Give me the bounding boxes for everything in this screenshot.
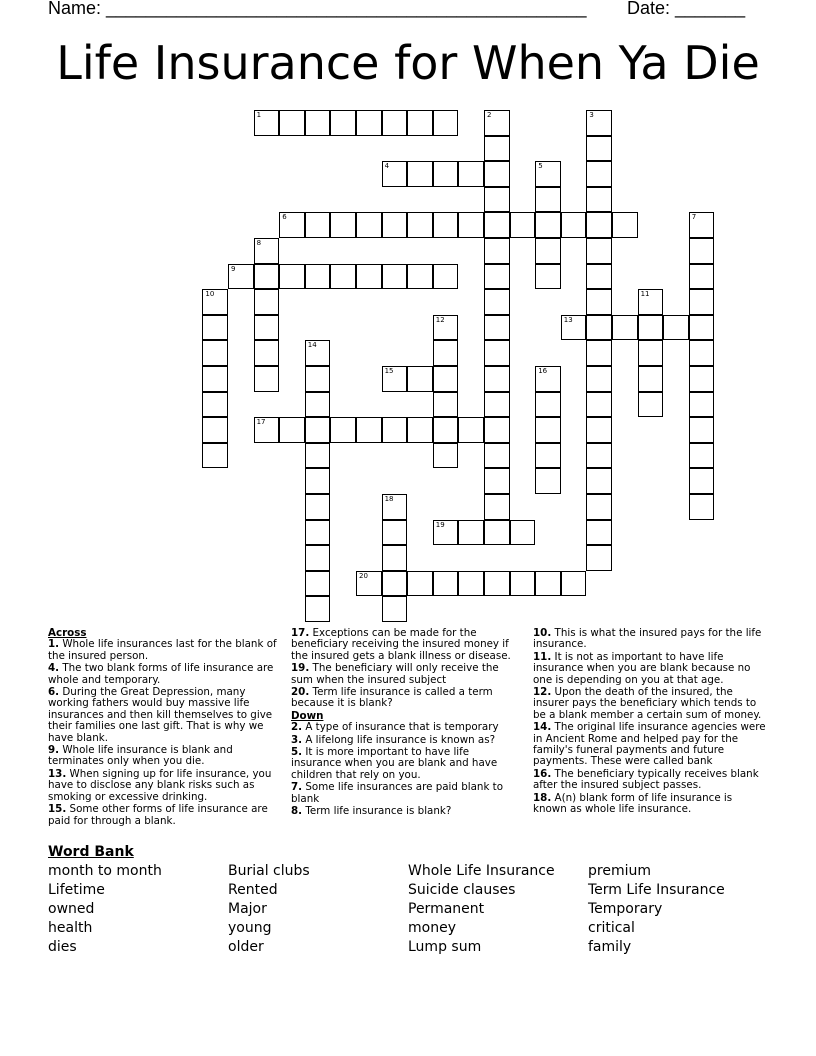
grid-cell[interactable] — [586, 520, 612, 546]
word-bank-item: Lifetime — [48, 882, 105, 898]
grid-cell[interactable] — [279, 110, 305, 136]
word-bank-item: Term Life Insurance — [588, 882, 725, 898]
grid-cell[interactable] — [305, 443, 331, 469]
clue-number-15: 15 — [384, 367, 394, 375]
grid-cell[interactable] — [586, 366, 612, 392]
word-bank-item: month to month — [48, 863, 162, 879]
grid-cell[interactable] — [586, 468, 612, 494]
grid-cell[interactable] — [484, 494, 510, 520]
grid-cell[interactable] — [510, 212, 536, 238]
grid-cell[interactable] — [382, 417, 408, 443]
grid-cell[interactable] — [305, 494, 331, 520]
grid-cell[interactable] — [407, 212, 433, 238]
clue-across-19: 19. The beneficiary will only receive the sum when the insured subject — [291, 662, 499, 686]
grid-cell[interactable] — [433, 571, 459, 597]
grid-cell[interactable] — [535, 443, 561, 469]
grid-cell[interactable] — [356, 417, 382, 443]
grid-cell[interactable] — [689, 340, 715, 366]
grid-cell[interactable] — [484, 520, 510, 546]
word-bank-item: money — [408, 920, 456, 936]
grid-cell[interactable] — [330, 264, 356, 290]
grid-cell[interactable] — [689, 392, 715, 418]
clue-across-17: 17. Exceptions can be made for the beneficiary receiving the insured money if the insured gets a blank illness or disease. — [291, 627, 511, 662]
grid-cell[interactable] — [638, 315, 664, 341]
grid-cell[interactable] — [612, 315, 638, 341]
clue-number-11: 11 — [640, 290, 650, 299]
word-bank-item: critical — [588, 920, 635, 936]
grid-cell[interactable] — [305, 110, 331, 136]
clue-number-18: 18 — [384, 495, 394, 503]
grid-cell[interactable] — [535, 264, 561, 290]
grid-cell[interactable] — [586, 212, 612, 238]
grid-cell[interactable] — [433, 212, 459, 238]
grid-cell[interactable] — [433, 366, 459, 392]
clue-across-6: 6. During the Great Depression, many working fathers would buy massive life insurances and then kill themselves to give their families one last gift. That is why we have blank. — [48, 686, 273, 744]
grid-cell[interactable] — [305, 520, 331, 546]
word-bank-item: Lump sum — [408, 939, 482, 955]
clue-down-14: 14. The original life insurance agencies were in Ancient Rome and helped pay for the family's funeral payments and future payments. These were called bank — [533, 721, 766, 768]
grid-cell[interactable] — [330, 417, 356, 443]
grid-cell[interactable] — [586, 238, 612, 264]
grid-cell[interactable] — [254, 366, 280, 392]
clue-number-12: 12 — [435, 315, 445, 324]
down-heading: Down — [291, 709, 324, 722]
grid-cell[interactable] — [689, 417, 715, 443]
grid-cell[interactable] — [382, 520, 408, 546]
grid-cell[interactable] — [586, 494, 612, 520]
grid-cell[interactable] — [202, 392, 228, 418]
clue-down-10: 10. This is what the insured pays for the life insurance. — [533, 627, 762, 651]
clue-number-8: 8 — [256, 239, 262, 247]
grid-cell[interactable] — [458, 571, 484, 597]
grid-cell[interactable] — [484, 468, 510, 494]
word-bank-item: premium — [588, 863, 651, 879]
grid-cell[interactable] — [535, 571, 561, 597]
grid-cell[interactable] — [689, 468, 715, 494]
page-title: Life Insurance for When Ya Die — [56, 36, 760, 90]
grid-cell[interactable] — [510, 571, 536, 597]
clue-across-15: 15. Some other forms of life insurance are paid for through a blank. — [48, 803, 268, 827]
grid-cell[interactable] — [433, 340, 459, 366]
grid-cell[interactable] — [484, 340, 510, 366]
grid-cell[interactable] — [612, 212, 638, 238]
grid-cell[interactable] — [202, 340, 228, 366]
grid-cell[interactable] — [458, 212, 484, 238]
grid-cell[interactable] — [305, 366, 331, 392]
grid-cell[interactable] — [561, 212, 587, 238]
date-field: Date: _______ — [627, 0, 746, 18]
grid-cell[interactable] — [586, 417, 612, 443]
word-bank-item: Permanent — [408, 901, 485, 917]
word-bank-item: young — [228, 920, 272, 936]
grid-cell[interactable] — [305, 417, 331, 443]
clue-number-6: 6 — [282, 213, 287, 222]
grid-cell[interactable] — [305, 212, 331, 238]
grid-cell[interactable] — [407, 161, 433, 187]
grid-cell[interactable] — [484, 187, 510, 213]
grid-cell[interactable] — [330, 110, 356, 136]
grid-cell[interactable] — [689, 443, 715, 469]
word-bank-item: Whole Life Insurance — [408, 863, 555, 879]
grid-cell[interactable] — [458, 417, 484, 443]
clue-across-13: 13. When signing up for life insurance, you have to disclose any blank risks such as smoking or excessive drinking. — [48, 767, 272, 803]
grid-cell[interactable] — [356, 110, 382, 136]
word-bank-item: owned — [48, 901, 95, 917]
grid-cell[interactable] — [382, 110, 408, 136]
clues-column-1 — [48, 628, 284, 828]
grid-cell[interactable] — [689, 494, 715, 520]
grid-cell[interactable] — [458, 520, 484, 546]
grid-cell[interactable] — [407, 417, 433, 443]
grid-cell[interactable] — [586, 161, 612, 187]
grid-cell[interactable] — [638, 340, 664, 366]
grid-cell[interactable] — [254, 340, 280, 366]
grid-cell[interactable] — [484, 366, 510, 392]
grid-cell[interactable] — [535, 212, 561, 238]
grid-cell[interactable] — [484, 212, 510, 238]
grid-cell[interactable] — [433, 417, 459, 443]
grid-cell[interactable] — [689, 289, 715, 315]
word-bank-item: Rented — [228, 882, 278, 898]
word-bank-item: Major — [228, 901, 267, 917]
grid-cell[interactable] — [586, 289, 612, 315]
clue-number-2: 2 — [487, 111, 492, 119]
grid-cell[interactable] — [638, 366, 664, 392]
grid-cell[interactable] — [586, 340, 612, 366]
word-bank-item: family — [588, 939, 632, 955]
clue-across-9: 9. Whole life insurance is blank and terminates only when you die. — [48, 744, 233, 768]
grid-cell[interactable] — [382, 545, 408, 571]
clue-across-4: 4. The two blank forms of life insurance are whole and temporary. — [48, 662, 274, 686]
word-bank-item: dies — [48, 939, 77, 955]
clue-down-8: 8. Term life insurance is blank? — [291, 805, 452, 818]
word-bank-item: Suicide clauses — [408, 882, 516, 898]
grid-cell[interactable] — [382, 212, 408, 238]
grid-cell[interactable] — [305, 571, 331, 597]
word-bank-title: Word Bank — [48, 844, 134, 860]
grid-cell[interactable] — [279, 417, 305, 443]
clue-down-12: 12. Upon the death of the insured, the insurer pays the beneficiary which tends to be a blank member a certain sum of money. — [533, 686, 762, 721]
clue-number-9: 9 — [231, 264, 236, 273]
clue-number-17: 17 — [256, 418, 266, 427]
grid-cell[interactable] — [586, 443, 612, 469]
grid-cell[interactable] — [202, 417, 228, 443]
clue-across-20: 20. Term life insurance is called a term because it is blank? — [291, 686, 493, 710]
grid-cell[interactable] — [638, 392, 664, 418]
grid-cell[interactable] — [382, 596, 408, 622]
grid-cell[interactable] — [433, 264, 459, 290]
word-bank-item: Temporary — [588, 901, 663, 917]
grid-cell[interactable] — [305, 545, 331, 571]
grid-cell[interactable] — [202, 443, 228, 469]
grid-cell[interactable] — [407, 571, 433, 597]
grid-cell[interactable] — [254, 289, 280, 315]
grid-cell[interactable] — [535, 392, 561, 418]
grid-cell[interactable] — [356, 264, 382, 290]
grid-cell[interactable] — [689, 315, 715, 341]
grid-cell[interactable] — [689, 264, 715, 290]
clue-number-4: 4 — [384, 162, 390, 171]
clue-down-3: 3. A lifelong life insurance is known as? — [291, 733, 496, 746]
grid-cell[interactable] — [356, 212, 382, 238]
grid-cell[interactable] — [586, 264, 612, 290]
grid-cell[interactable] — [305, 468, 331, 494]
grid-cell[interactable] — [484, 571, 510, 597]
grid-cell[interactable] — [535, 468, 561, 494]
grid-cell[interactable] — [407, 110, 433, 136]
clue-number-1: 1 — [256, 111, 262, 119]
grid-cell[interactable] — [407, 366, 433, 392]
clue-number-7: 7 — [691, 213, 697, 222]
grid-cell[interactable] — [663, 315, 689, 341]
grid-cell[interactable] — [689, 366, 715, 392]
grid-cell[interactable] — [382, 571, 408, 597]
grid-cell[interactable] — [535, 187, 561, 213]
grid-cell[interactable] — [484, 443, 510, 469]
clue-number-3: 3 — [589, 111, 594, 119]
grid-cell[interactable] — [586, 315, 612, 341]
grid-cell[interactable] — [407, 264, 433, 290]
grid-cell[interactable] — [586, 136, 612, 162]
name-field: Name: ________________________________________________ — [48, 0, 587, 18]
grid-cell[interactable] — [586, 392, 612, 418]
clue-down-7: 7. Some life insurances are paid blank to blank — [291, 781, 504, 805]
clue-across-1: 1. Whole life insurances last for the blank of the insured person. — [48, 638, 277, 662]
word-bank-item: health — [48, 920, 93, 936]
clue-down-11: 11. It is not as important to have life insurance when you are blank because no one is depending on you at that age. — [533, 650, 751, 686]
grid-cell[interactable] — [484, 289, 510, 315]
grid-cell[interactable] — [484, 136, 510, 162]
grid-cell[interactable] — [586, 545, 612, 571]
word-bank-item: Burial clubs — [228, 863, 310, 879]
clue-number-19: 19 — [435, 520, 445, 529]
clues-column-3 — [533, 628, 769, 817]
grid-cell[interactable] — [305, 392, 331, 418]
grid-cell[interactable] — [433, 110, 459, 136]
grid-cell[interactable] — [433, 443, 459, 469]
grid-cell[interactable] — [484, 417, 510, 443]
grid-cell[interactable] — [458, 161, 484, 187]
grid-cell[interactable] — [279, 264, 305, 290]
grid-cell[interactable] — [254, 315, 280, 341]
clue-down-18: 18. A(n) blank form of life insurance is known as whole life insurance. — [533, 791, 733, 816]
grid-cell[interactable] — [305, 596, 331, 622]
grid-cell[interactable] — [484, 161, 510, 187]
grid-cell[interactable] — [484, 238, 510, 264]
clue-down-2: 2. A type of insurance that is temporary — [291, 721, 499, 734]
clue-down-16: 16. The beneficiary typically receives blank after the insured subject passes. — [533, 767, 759, 792]
clue-number-13: 13 — [563, 315, 573, 324]
grid-cell[interactable] — [484, 315, 510, 341]
clue-number-5: 5 — [538, 162, 543, 171]
clue-down-5: 5. It is more important to have life insurance when you are blank and have children that rely on you. — [291, 746, 498, 781]
grid-cell[interactable] — [535, 238, 561, 264]
grid-cell[interactable] — [561, 571, 587, 597]
word-bank-item: older — [228, 939, 264, 955]
grid-cell[interactable] — [535, 417, 561, 443]
grid-cell[interactable] — [202, 366, 228, 392]
grid-cell[interactable] — [484, 264, 510, 290]
grid-cell[interactable] — [433, 161, 459, 187]
grid-cell[interactable] — [330, 212, 356, 238]
grid-cell[interactable] — [510, 520, 536, 546]
clue-number-10: 10 — [205, 290, 215, 299]
grid-cell[interactable] — [305, 264, 331, 290]
clues-column-2 — [291, 628, 517, 819]
across-heading: Across — [48, 627, 87, 639]
grid-cell[interactable] — [689, 238, 715, 264]
grid-cell[interactable] — [382, 264, 408, 290]
grid-cell[interactable] — [433, 392, 459, 418]
clue-number-14: 14 — [307, 341, 317, 350]
grid-cell[interactable] — [484, 392, 510, 418]
clue-number-16: 16 — [538, 367, 548, 375]
clue-number-20: 20 — [359, 571, 368, 580]
grid-cell[interactable] — [586, 187, 612, 213]
grid-cell[interactable] — [202, 315, 228, 341]
grid-cell[interactable] — [254, 264, 280, 290]
